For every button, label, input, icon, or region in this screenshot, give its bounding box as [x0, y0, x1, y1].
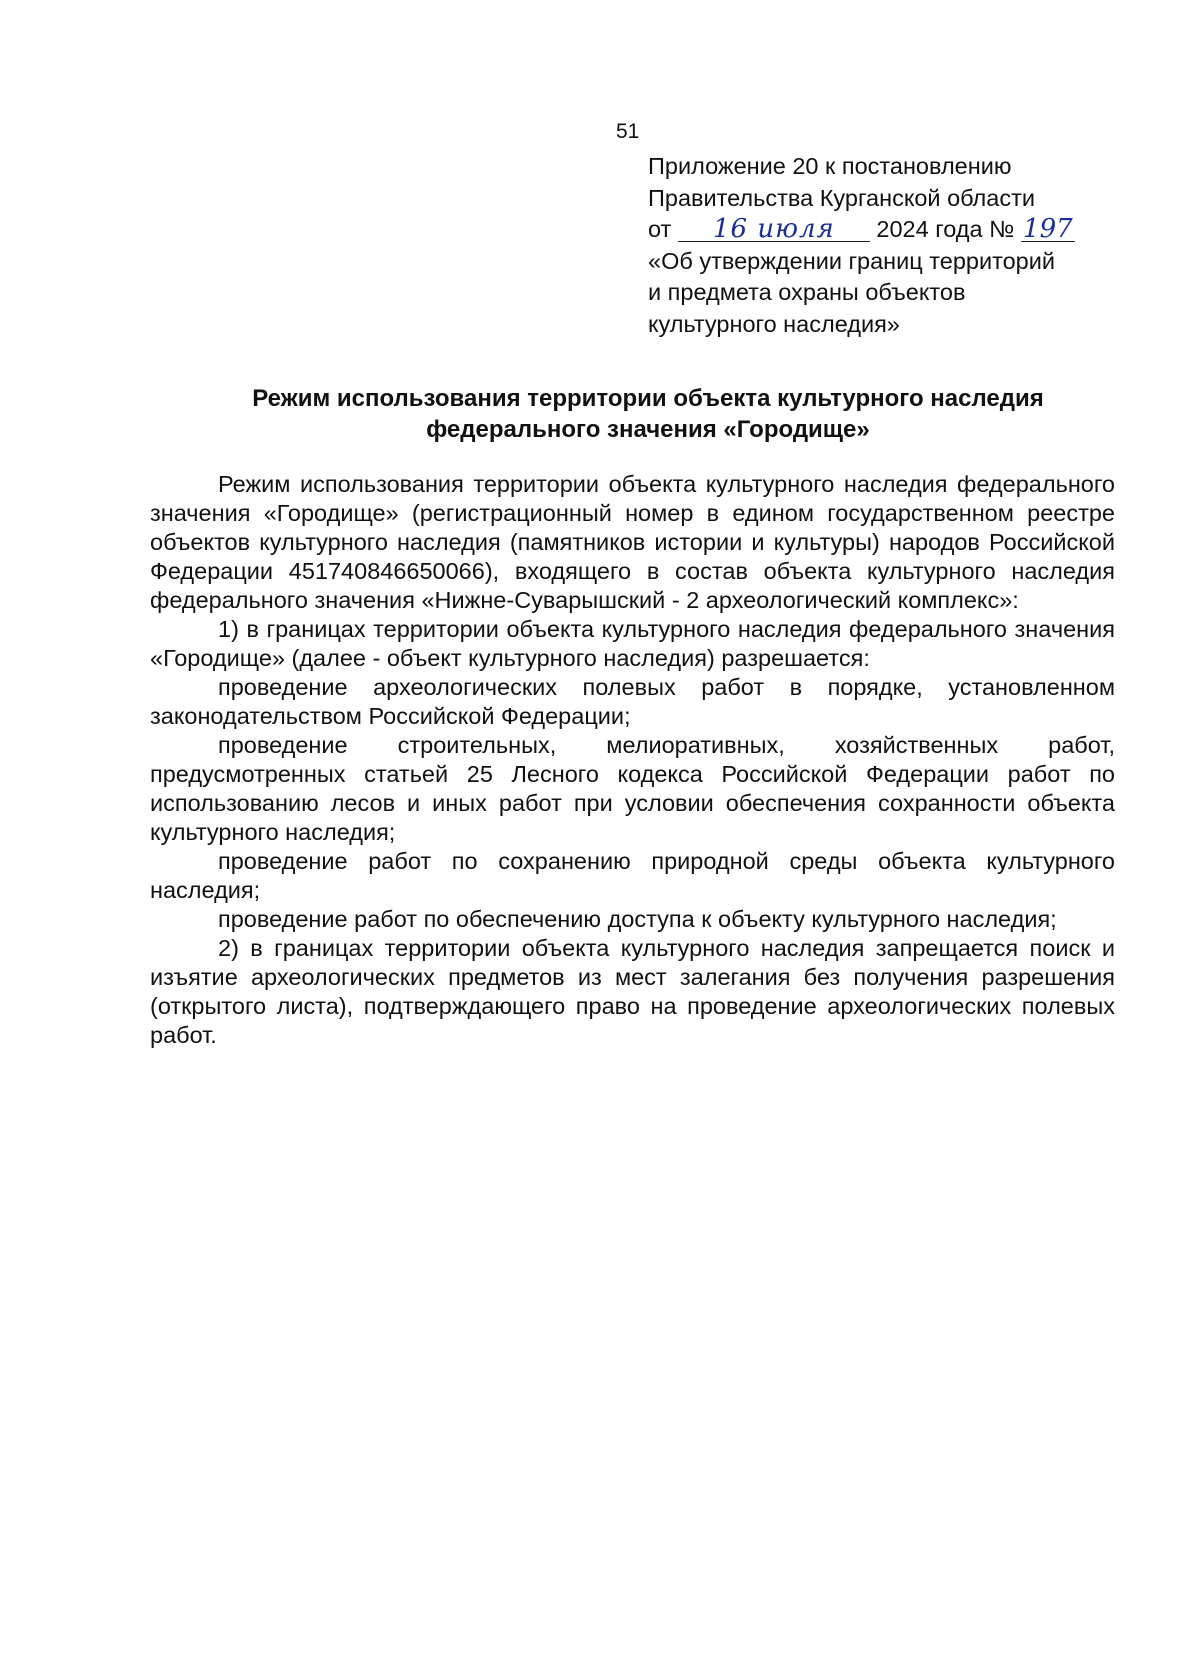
- body-paragraph: проведение работ по сохранению природной среды объекта культурного наследия;: [150, 848, 1115, 903]
- handwritten-date: 16 июля: [678, 217, 870, 242]
- body-paragraph: Режим использования территории объекта культурного наследия федерального значения «Городище» (регистрационный номер в едином государственном реестре объектов культурного наследия (памятников истории и культуры) народов Российской Федерации 451740846650066), входящего в состав объекта культурного наследия федерального значения «Нижне-Суварышский - 2 археологический комплекс»:: [150, 471, 1115, 613]
- body-paragraph: 1) в границах территории объекта культурного наследия федерального значения «Городище» (далее - объект культурного наследия) разрешается:: [150, 616, 1115, 671]
- appendix-line: Правительства Курганской области: [648, 184, 1035, 211]
- year-text: 2024 года №: [876, 216, 1015, 242]
- page-number: 51: [616, 120, 640, 143]
- body-paragraph: 2) в границах территории объекта культурного наследия запрещается поиск и изъятие археологических предметов из мест залегания без получения разрешения (открытого листа), подтверждающего право на проведение археологических полевых работ.: [150, 935, 1115, 1048]
- title-line: федерального значения «Городище»: [426, 416, 870, 443]
- body-paragraph: проведение строительных, мелиоративных, хозяйственных работ, предусмотренных статьей 25 Лесного кодекса Российской Федерации работ по использованию лесов и иных работ при условии обеспечения сохранности объекта культурного наследия;: [150, 732, 1115, 845]
- body-paragraph: проведение археологических полевых работ в порядке, установленном законодательством Российской Федерации;: [150, 674, 1115, 729]
- document-title: [150, 383, 1146, 445]
- body-paragraph: проведение работ по обеспечению доступа к объекту культурного наследия;: [218, 906, 1057, 932]
- appendix-date-line: [648, 214, 1108, 246]
- appendix-line: Приложение 20 к постановлению: [648, 153, 1012, 179]
- handwritten-number: 197: [1021, 217, 1075, 242]
- subject-line: и предмета охраны объектов: [648, 279, 966, 305]
- date-prefix: от: [648, 216, 672, 242]
- subject-line: культурного наследия»: [648, 310, 900, 337]
- appendix-header: [648, 151, 1108, 340]
- title-line: Режим использования территории объекта культурного наследия: [252, 385, 1044, 412]
- subject-line: «Об утверждении границ территорий: [648, 247, 1056, 274]
- document-body: [150, 470, 1115, 1050]
